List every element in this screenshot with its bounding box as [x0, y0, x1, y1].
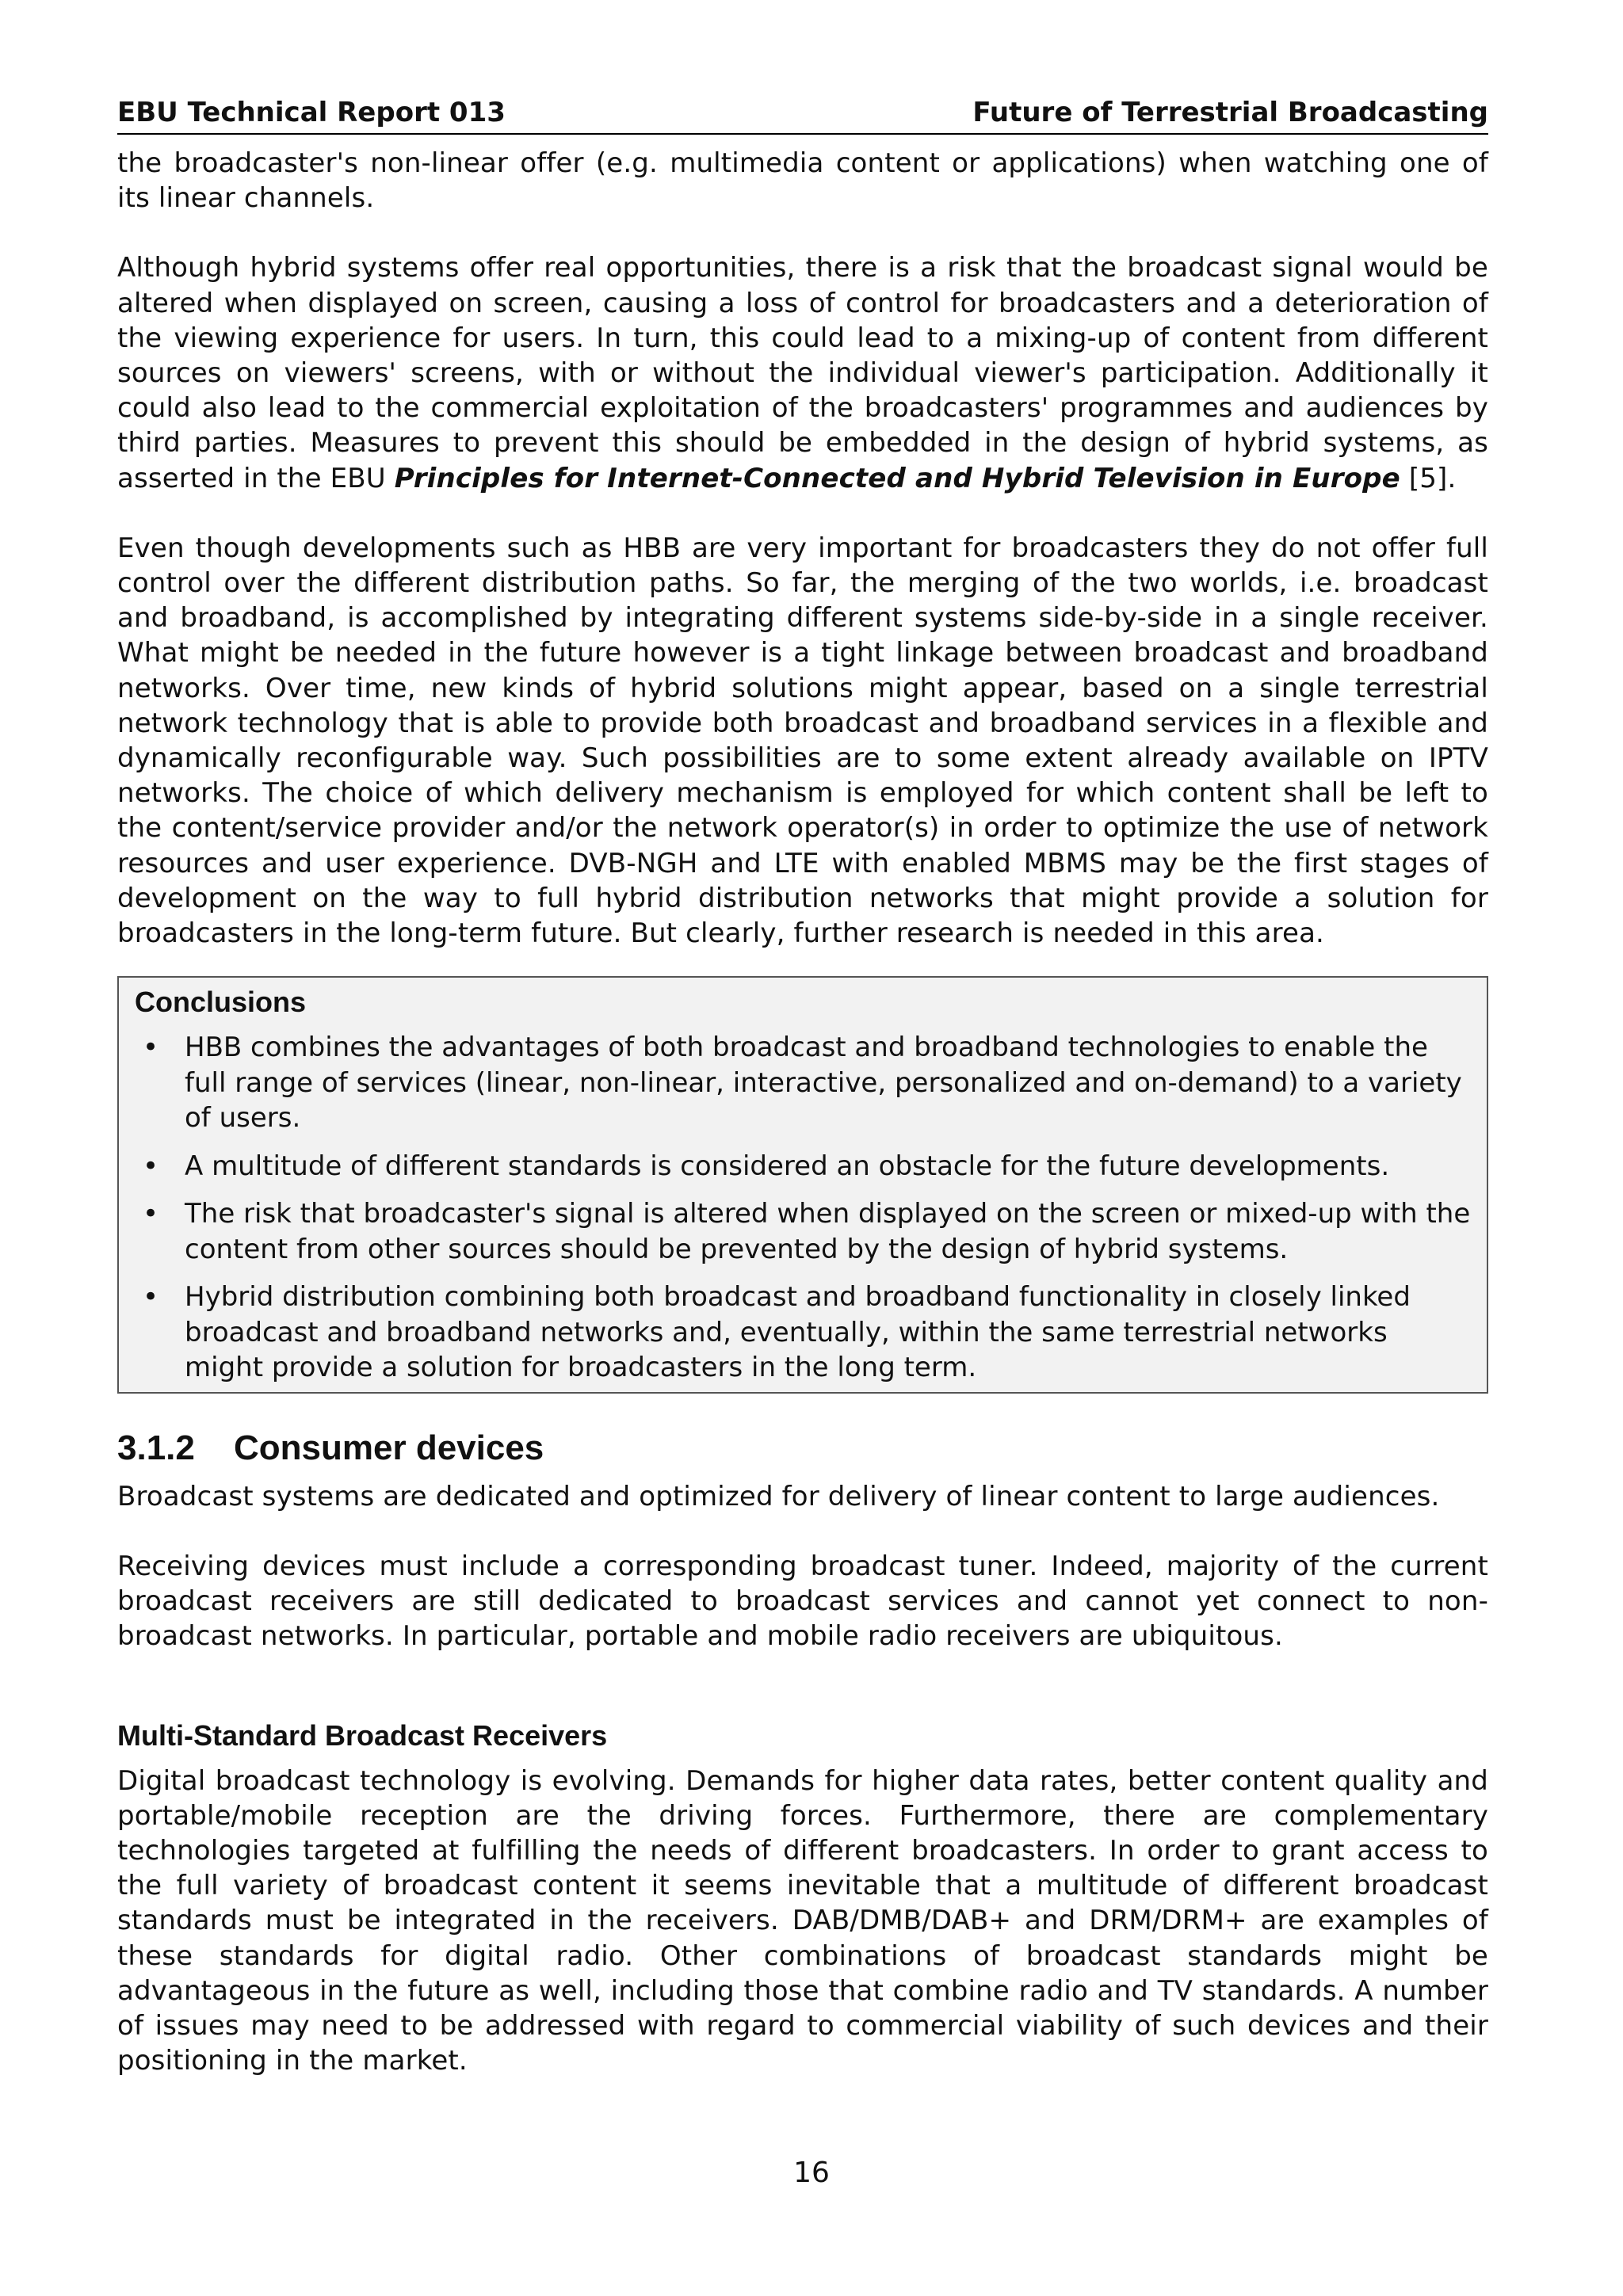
paragraph: Receiving devices must include a corresponding broadcast tuner. Indeed, majority of the current broadcast receivers are still dedicated to broadcast services and cannot yet connect to non-broadcast networks. In particular, portable and mobile radio receivers are ubiquitous. — [117, 1550, 1488, 1653]
list-item-text: HBB combines the advantages of both broadcast and broadband technologies to enable the full range of services (linear, non-linear, interactive, personalized and on-demand) to a variety of users. — [185, 1032, 1462, 1135]
paragraph: Even though developments such as HBB are very important for broadcasters they do not offer full control over the different distribution paths. So far, the merging of the two worlds, i.e. broadcast and broadband, is accomplished by integrating different systems side-by-side in a single receiver. What might be needed in the future however is a tight linkage between broadcast and broadband networks. Over time, new kinds of hybrid solutions might appear, based on a single terrestrial network technology that is able to provide both broadcast and broadband services in a flexible and dynamically reconfigurable way. Such possibilities are to some extent already available on IPTV networks. The choice of which delivery mechanism is employed for which content shall be left to the content/service provider and/or the network operator(s) in order to optimize the use of network resources and user experience. DVB-NGH and LTE with enabled MBMS may be the first stages of development on the way to full hybrid distribution networks that might provide a solution for broadcasters in the long-term future. But clearly, further research is needed in this area. — [117, 532, 1488, 950]
list-item-text: Hybrid distribution combining both broadcast and broadband functionality in closely linked broadcast and broadband networks and, eventually, within the same terrestrial networks might provide a solution for broadcasters in the long term. — [185, 1281, 1411, 1384]
list-item — [135, 1149, 1472, 1184]
bullet-icon: • — [143, 1032, 159, 1064]
paragraph: Broadcast systems are dedicated and optimized for delivery of linear content to large audiences. — [117, 1480, 1440, 1512]
bullet-icon: • — [143, 1198, 159, 1230]
page-number: 16 — [793, 2157, 830, 2189]
paragraph-text: Although hybrid systems offer real opportunities, there is a risk that the broadcast signal would be altered when displayed on screen, causing a loss of control for broadcasters and a deterioration of the viewing experience for users. In turn, this could lead to a mixing-up of content from different sources on viewers' screens, with or without the individual viewer's participation. Additionally it could also lead to the commercial exploitation of the broadcasters' programmes and audiences by third parties. Measures to prevent this should be embedded in the design of hybrid systems, as asserted in the EBU — [117, 252, 1488, 494]
paragraph: the broadcaster's non-linear offer (e.g. multimedia content or applications) when watching one of its linear channels. — [117, 147, 1488, 215]
paragraph-text: [5]. — [1400, 462, 1457, 494]
list-item-text: The risk that broadcaster's signal is altered when displayed on the screen or mixed-up with the content from other sources should be prevented by the design of hybrid systems. — [185, 1198, 1471, 1265]
bullet-icon: • — [143, 1281, 159, 1314]
list-item-text: A multitude of different standards is considered an obstacle for the future developments. — [185, 1150, 1390, 1182]
header-report-title: EBU Technical Report 013 — [117, 97, 506, 128]
conclusions-list — [135, 1030, 1472, 1386]
subsection-heading: Multi-Standard Broadcast Receivers — [117, 1718, 608, 1752]
document-page — [117, 97, 1488, 2078]
reference-title: Principles for Internet-Connected and Hybrid Television in Europe — [394, 462, 1400, 494]
section-title: Consumer devices — [234, 1428, 544, 1467]
conclusions-box — [117, 976, 1488, 1394]
section-heading — [117, 1428, 1488, 1468]
section-number: 3.1.2 — [117, 1428, 195, 1467]
header-document-title: Future of Terrestrial Broadcasting — [972, 97, 1488, 128]
main-content — [117, 146, 1488, 2078]
paragraph — [117, 250, 1488, 495]
paragraph: Digital broadcast technology is evolving. Demands for higher data rates, better content quality and portable/mobile reception are the driving forces. Furthermore, there are complementary technologies targeted at fulfilling the needs of different broadcasters. In order to grant access to the full variety of broadcast content it seems inevitable that a multitude of different broadcast standards must be integrated in the receivers. DAB/DMB/DAB+ and DRM/DRM+ are examples of these standards for digital radio. Other combinations of broadcast standards might be advantageous in the future as well, including those that combine radio and TV standards. A number of issues may need to be addressed with regard to commercial viability of such devices and their positioning in the market. — [117, 1764, 1488, 2077]
bullet-icon: • — [143, 1150, 159, 1182]
list-item — [135, 1280, 1472, 1386]
running-header — [117, 97, 1488, 135]
list-item — [135, 1196, 1472, 1267]
list-item — [135, 1030, 1472, 1136]
conclusions-title: Conclusions — [135, 986, 307, 1019]
